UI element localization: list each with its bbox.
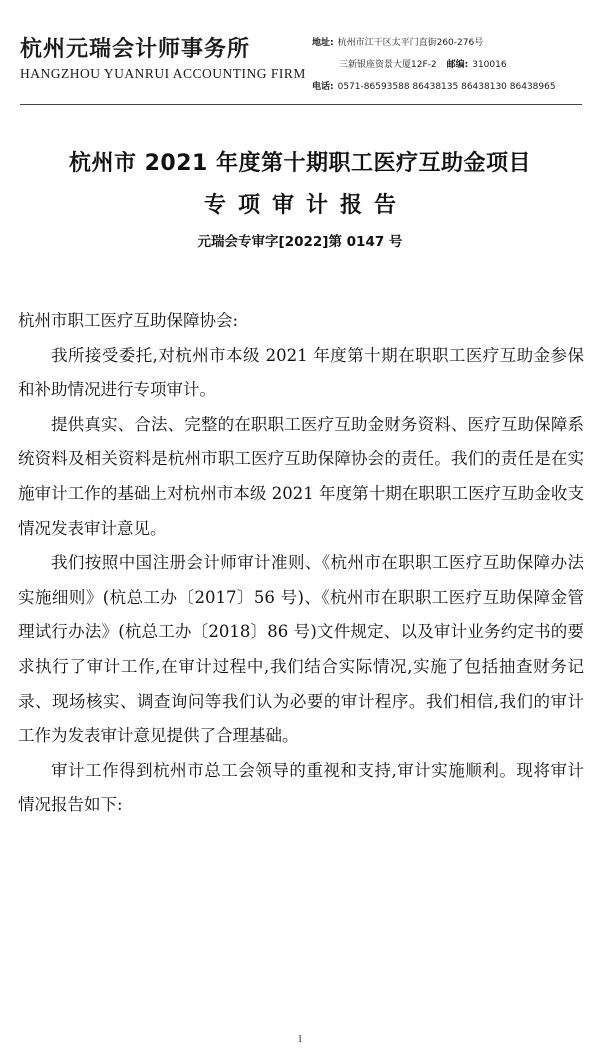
letterhead bbox=[0, 0, 600, 104]
firm-name-cn: 杭州元瑞会计师事务所 bbox=[20, 37, 251, 62]
address-line2: 三新银座资景大厦12F-2 bbox=[339, 60, 437, 70]
paragraph-responsibility: 提供真实、合法、完整的在职职工医疗互助金财务资料、医疗互助保障系统资料及相关资料是杭州市职工医疗互助保障协会的责任。我们的责任是在实施审计工作的基础上对杭州市本级 2021 年度第十期在职职工医疗互助金收支情况发表审计意见。 bbox=[18, 414, 584, 538]
paragraph-procedures: 我们按照中国注册会计师审计准则、《杭州市在职职工医疗互助保障办法实施细则》(杭总工办〔2017〕56 号)、《杭州市在职职工医疗互助保障金管理试行办法》(杭总工办〔2018〕86 号)文件规定、以及审计业务约定书的要求执行了审计工作,在审计过程中,我们结合实际情况,实施了包括抽查财务记录、现场核实、调查询问等我们认为必要的审计程序。我们相信,我们的审计工作为发表审计意见提供了合理基础。 bbox=[18, 553, 584, 746]
salutation: 杭州市职工医疗互助保障协会: bbox=[18, 311, 239, 330]
address-label: 地址: bbox=[312, 38, 334, 48]
report-body bbox=[18, 304, 584, 823]
address-line1: 杭州市江干区太平门直街260-276号 bbox=[337, 38, 484, 48]
phone-row bbox=[312, 76, 556, 98]
page-number: 1 bbox=[297, 1033, 303, 1045]
report-title: 杭州市 2021 年度第十期职工医疗互助金项目 bbox=[68, 151, 532, 176]
report-subtitle: 专项审计报告 bbox=[203, 193, 408, 218]
phone-numbers: 0571-86593588 86438135 86438130 86438965 bbox=[337, 82, 556, 92]
paragraph-conclusion: 审计工作得到杭州市总工会领导的重视和支持,审计实施顺利。现将审计情况报告如下: bbox=[18, 760, 584, 815]
contact-info bbox=[312, 32, 556, 98]
report-number: 元瑞会专审字[2022]第 0147 号 bbox=[197, 234, 403, 250]
address-row bbox=[312, 32, 556, 54]
postcode-value: 310016 bbox=[472, 60, 507, 70]
phone-label: 电话: bbox=[312, 82, 334, 92]
address-postcode-row bbox=[312, 54, 556, 76]
firm-name-en: HANGZHOU YUANRUI ACCOUNTING FIRM bbox=[20, 66, 306, 81]
letterhead-divider bbox=[20, 104, 582, 105]
postcode-label: 邮编: bbox=[446, 60, 469, 70]
paragraph-engagement: 我所接受委托,对杭州市本级 2021 年度第十期在职职工医疗互助金参保和补助情况进行专项审计。 bbox=[18, 345, 584, 400]
